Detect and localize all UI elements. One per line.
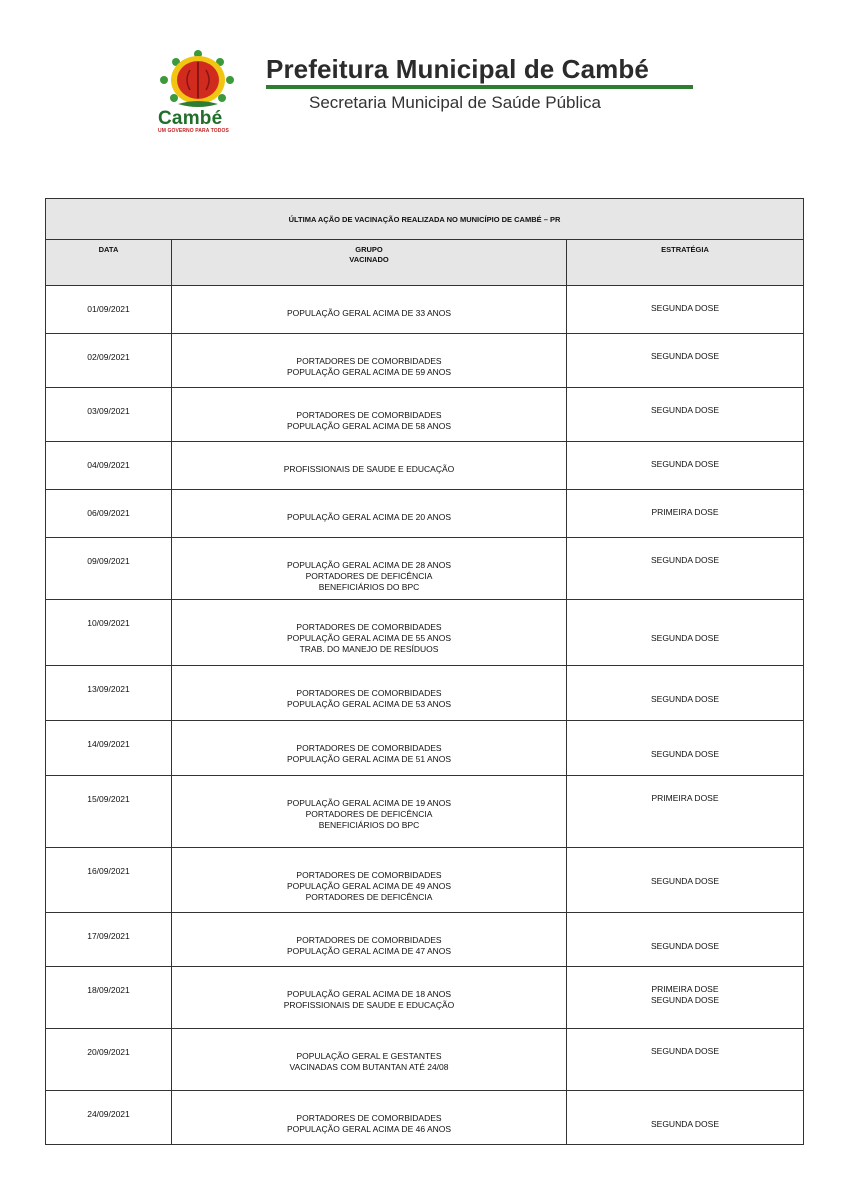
table-row xyxy=(46,442,804,490)
group-line: POPULAÇÃO GERAL E GESTANTES xyxy=(296,1051,442,1061)
cell-date: 01/09/2021 xyxy=(46,286,172,334)
group-line: POPULAÇÃO GERAL ACIMA DE 33 ANOS xyxy=(286,308,452,318)
cell-group xyxy=(172,776,567,848)
cell-group xyxy=(172,666,567,721)
org-title: Prefeitura Municipal de Cambé xyxy=(266,54,649,84)
group-line: PORTADORES DE COMORBIDADES xyxy=(296,688,442,698)
group-line: POPULAÇÃO GERAL ACIMA DE 59 ANOS xyxy=(286,367,452,377)
table-row xyxy=(46,848,804,913)
cell-strategy xyxy=(567,442,804,490)
group-line: POPULAÇÃO GERAL ACIMA DE 20 ANOS xyxy=(286,512,452,522)
cell-strategy xyxy=(567,334,804,388)
cell-date: 24/09/2021 xyxy=(46,1091,172,1145)
strategy-line: PRIMEIRA DOSE xyxy=(651,984,719,994)
strategy-line: SEGUNDA DOSE xyxy=(650,633,720,643)
cell-date: 03/09/2021 xyxy=(46,388,172,442)
table-row xyxy=(46,666,804,721)
column-header-group xyxy=(172,240,567,286)
group-line: BENEFICIÁRIOS DO BPC xyxy=(318,820,420,830)
group-line: POPULAÇÃO GERAL ACIMA DE 55 ANOS xyxy=(286,633,452,643)
strategy-line: SEGUNDA DOSE xyxy=(650,303,720,313)
group-line: PORTADORES DE COMORBIDADES xyxy=(296,870,442,880)
cell-group xyxy=(172,538,567,600)
cell-group xyxy=(172,721,567,776)
strategy-line: SEGUNDA DOSE xyxy=(650,995,720,1005)
cell-date: 16/09/2021 xyxy=(46,848,172,913)
table-row xyxy=(46,1029,804,1091)
strategy-line: SEGUNDA DOSE xyxy=(650,405,720,415)
group-line: PORTADORES DE COMORBIDADES xyxy=(296,743,442,753)
group-line: PORTADORES DE COMORBIDADES xyxy=(296,935,442,945)
group-line: PROFISSIONAIS DE SAUDE E EDUCAÇÃO xyxy=(283,464,455,474)
table-row xyxy=(46,490,804,538)
group-line: POPULAÇÃO GERAL ACIMA DE 49 ANOS xyxy=(286,881,452,891)
cell-date: 09/09/2021 xyxy=(46,538,172,600)
strategy-line: PRIMEIRA DOSE xyxy=(651,793,719,803)
table-title-row xyxy=(46,199,804,240)
cell-strategy xyxy=(567,1091,804,1145)
table-header-row xyxy=(46,240,804,286)
group-line: PORTADORES DE DEFICÊNCIA xyxy=(305,571,433,581)
cell-date: 10/09/2021 xyxy=(46,600,172,666)
group-line: PORTADORES DE COMORBIDADES xyxy=(296,410,442,420)
column-header-strategy: ESTRATÉGIA xyxy=(567,240,804,286)
cell-date: 18/09/2021 xyxy=(46,967,172,1029)
strategy-line: SEGUNDA DOSE xyxy=(650,555,720,565)
strategy-line: SEGUNDA DOSE xyxy=(650,876,720,886)
cell-strategy xyxy=(567,490,804,538)
table-row xyxy=(46,286,804,334)
group-line: POPULAÇÃO GERAL ACIMA DE 47 ANOS xyxy=(286,946,452,956)
table-row xyxy=(46,1091,804,1145)
group-line: PORTADORES DE COMORBIDADES xyxy=(296,1113,442,1123)
strategy-line: SEGUNDA DOSE xyxy=(650,694,720,704)
group-line: POPULAÇÃO GERAL ACIMA DE 18 ANOS xyxy=(286,989,452,999)
vaccination-table xyxy=(45,198,804,1145)
group-line: POPULAÇÃO GERAL ACIMA DE 19 ANOS xyxy=(286,798,452,808)
title-underline xyxy=(266,85,693,89)
cell-group xyxy=(172,1091,567,1145)
cell-strategy xyxy=(567,600,804,666)
group-line: PROFISSIONAIS DE SAUDE E EDUCAÇÃO xyxy=(283,1000,455,1010)
cell-date: 04/09/2021 xyxy=(46,442,172,490)
cell-date: 14/09/2021 xyxy=(46,721,172,776)
cell-group xyxy=(172,848,567,913)
cell-strategy xyxy=(567,1029,804,1091)
table-row xyxy=(46,538,804,600)
group-line: POPULAÇÃO GERAL ACIMA DE 51 ANOS xyxy=(286,754,452,764)
table-row xyxy=(46,967,804,1029)
group-line: TRAB. DO MANEJO DE RESÍDUOS xyxy=(299,644,439,654)
column-header-date: DATA xyxy=(46,240,172,286)
group-line: POPULAÇÃO GERAL ACIMA DE 58 ANOS xyxy=(286,421,452,431)
column-header-group-line1: GRUPO xyxy=(355,245,383,254)
strategy-line: SEGUNDA DOSE xyxy=(650,749,720,759)
cell-group xyxy=(172,600,567,666)
cell-strategy xyxy=(567,286,804,334)
strategy-line: SEGUNDA DOSE xyxy=(650,1046,720,1056)
group-line: POPULAÇÃO GERAL ACIMA DE 28 ANOS xyxy=(286,560,452,570)
cell-group xyxy=(172,967,567,1029)
cell-group xyxy=(172,1029,567,1091)
column-header-group-line2: VACINADO xyxy=(349,255,389,264)
cell-group xyxy=(172,913,567,967)
strategy-line: SEGUNDA DOSE xyxy=(650,459,720,469)
table-title: ÚLTIMA AÇÃO DE VACINAÇÃO REALIZADA NO MUNICÍPIO DE CAMBÉ – PR xyxy=(46,199,804,240)
strategy-line: SEGUNDA DOSE xyxy=(650,941,720,951)
table-row xyxy=(46,913,804,967)
cell-group xyxy=(172,442,567,490)
group-line: POPULAÇÃO GERAL ACIMA DE 53 ANOS xyxy=(286,699,452,709)
strategy-line: SEGUNDA DOSE xyxy=(650,351,720,361)
cell-date: 15/09/2021 xyxy=(46,776,172,848)
cell-date: 20/09/2021 xyxy=(46,1029,172,1091)
cell-strategy xyxy=(567,848,804,913)
cell-strategy xyxy=(567,913,804,967)
group-line: PORTADORES DE DEFICÊNCIA xyxy=(305,809,433,819)
page-header xyxy=(0,0,850,150)
table-row xyxy=(46,776,804,848)
cell-group xyxy=(172,490,567,538)
table-body xyxy=(46,286,804,1145)
cell-group xyxy=(172,334,567,388)
group-line: POPULAÇÃO GERAL ACIMA DE 46 ANOS xyxy=(286,1124,452,1134)
cell-strategy xyxy=(567,776,804,848)
cell-date: 17/09/2021 xyxy=(46,913,172,967)
group-line: PORTADORES DE COMORBIDADES xyxy=(296,622,442,632)
group-line: PORTADORES DE DEFICÊNCIA xyxy=(305,892,433,902)
cell-date: 02/09/2021 xyxy=(46,334,172,388)
cell-strategy xyxy=(567,967,804,1029)
cell-strategy xyxy=(567,538,804,600)
cell-date: 06/09/2021 xyxy=(46,490,172,538)
strategy-line: PRIMEIRA DOSE xyxy=(651,507,719,517)
group-line: VACINADAS COM BUTANTAN ATÉ 24/08 xyxy=(289,1062,449,1072)
logo-wordmark: Cambé xyxy=(158,108,223,129)
table-row xyxy=(46,388,804,442)
cell-group xyxy=(172,388,567,442)
cell-group xyxy=(172,286,567,334)
group-line: PORTADORES DE COMORBIDADES xyxy=(296,356,442,366)
cell-strategy xyxy=(567,666,804,721)
cell-strategy xyxy=(567,721,804,776)
logo-slogan: UM GOVERNO PARA TODOS xyxy=(158,128,229,134)
table-row xyxy=(46,721,804,776)
table-row xyxy=(46,600,804,666)
cambe-emblem-icon xyxy=(150,48,246,110)
org-subtitle: Secretaria Municipal de Saúde Pública xyxy=(309,93,602,112)
cell-date: 13/09/2021 xyxy=(46,666,172,721)
strategy-line: SEGUNDA DOSE xyxy=(650,1119,720,1129)
cell-strategy xyxy=(567,388,804,442)
table-row xyxy=(46,334,804,388)
group-line: BENEFICIÁRIOS DO BPC xyxy=(318,582,420,592)
